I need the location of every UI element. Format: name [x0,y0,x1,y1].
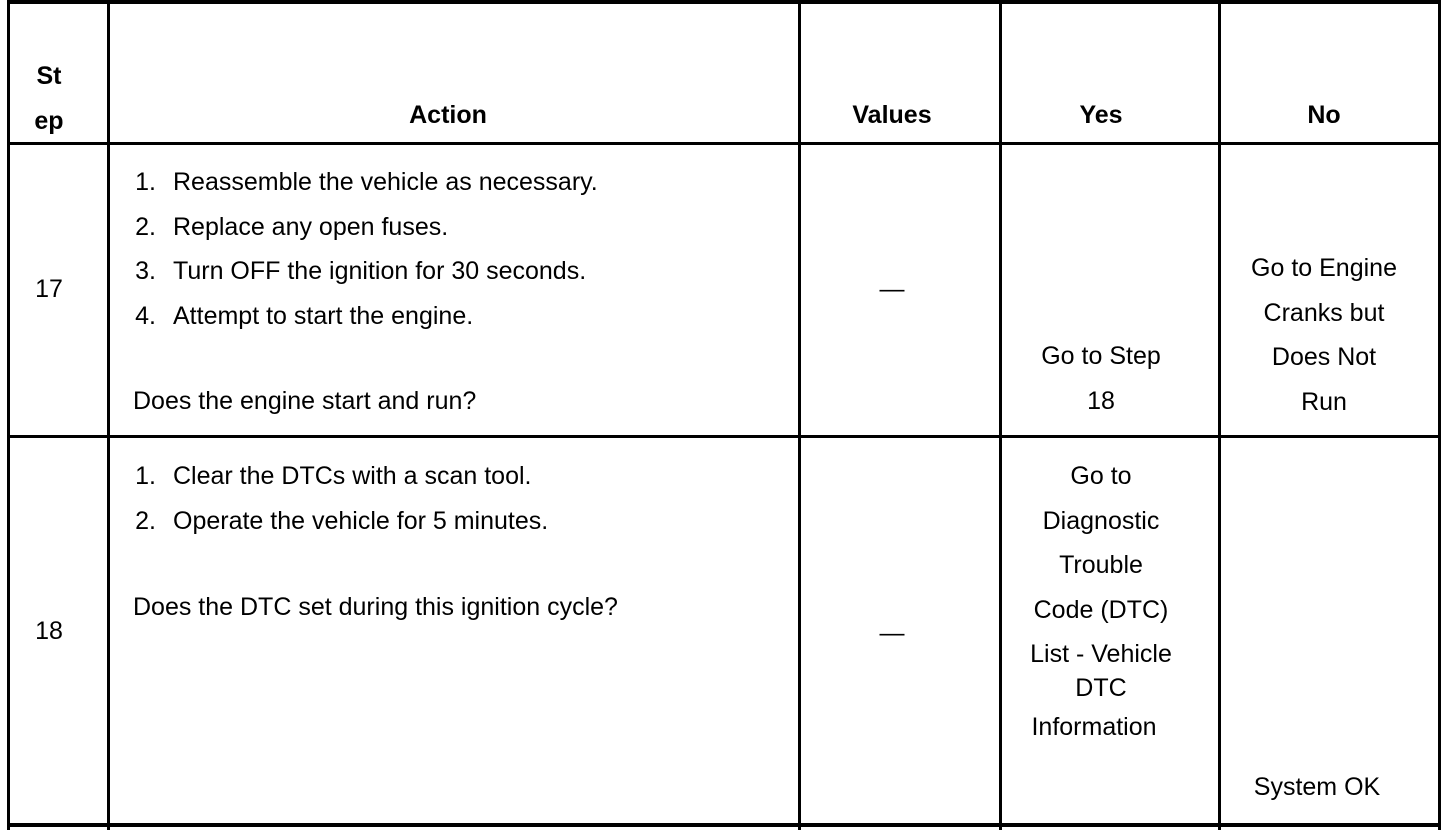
no-result-line: Run [1301,387,1347,416]
yes-result-line: DTC [1075,674,1127,702]
action-item-number: 2. [135,506,156,535]
action-item-text: Operate the vehicle for 5 minutes. [173,506,549,535]
action-item [126,454,786,499]
no-result [1221,246,1427,424]
table-right-border [1438,0,1441,830]
action-item-text: Clear the DTCs with a scan tool. [173,462,532,490]
no-result: System OK [1253,773,1381,801]
yes-result-line: Code (DTC) [1033,595,1169,624]
action-item [126,249,786,294]
yes-result-line: Go to Step [1041,342,1161,370]
yes-result-line: Information [1031,713,1157,741]
row-17-bottom-border [7,435,1441,438]
yes-result-line: Diagnostic [1042,506,1160,535]
header-action: Action [409,101,487,129]
header-values: Values [852,101,932,129]
action-item-text: Replace any open fuses. [173,212,449,241]
yes-result-line: List - Vehicle [1030,640,1172,668]
yes-result-line: 18 [1087,386,1115,415]
action-list [126,160,786,338]
action-list [126,454,786,543]
values-cell: — [879,619,905,647]
yes-result-line: Go to [1070,462,1132,490]
action-item [126,160,786,205]
header-no: No [1307,101,1341,129]
action-item [126,499,786,544]
table-top-border [7,0,1441,4]
action-item [126,294,786,339]
values-cell: — [879,275,905,303]
header-step-line1: St [36,62,62,90]
action-item-text: Turn OFF the ignition for 30 seconds. [173,257,587,285]
action-question: Does the engine start and run? [133,387,477,415]
action-item-number: 2. [135,212,156,241]
action-item-number: 1. [135,168,156,196]
header-bottom-border [7,142,1441,145]
step-number: 18 [35,617,63,645]
action-item-text: Attempt to start the engine. [173,301,474,330]
action-item-number: 1. [135,462,156,490]
action-question: Does the DTC set during this ignition cycle? [133,593,618,621]
no-result-line: Go to Engine [1251,254,1397,282]
yes-result-line: Trouble [1059,551,1143,579]
no-result-line: Cranks but [1263,298,1385,327]
header-step-line2: ep [34,106,64,135]
action-item-number: 3. [135,257,156,285]
yes-result [1002,454,1200,750]
header-step [10,54,88,143]
header-yes: Yes [1079,101,1123,129]
table-bottom-border [7,823,1441,827]
yes-result [1002,334,1200,423]
step-number: 17 [35,275,63,303]
action-item [126,205,786,250]
action-item-number: 4. [135,301,156,330]
action-item-text: Reassemble the vehicle as necessary. [173,168,598,196]
no-result-line: Does Not [1271,343,1377,371]
